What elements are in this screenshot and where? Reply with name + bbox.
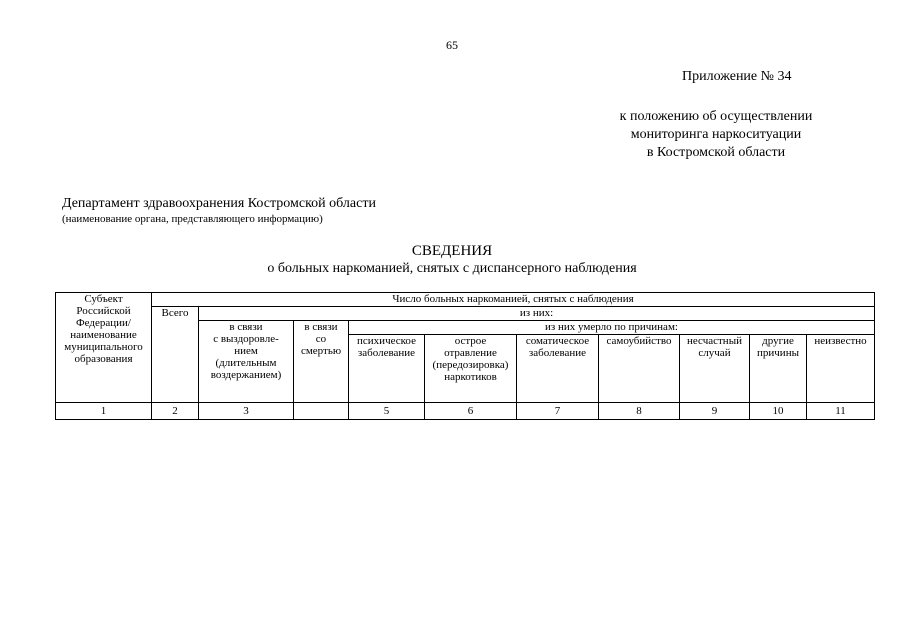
died-causes-header-cell: из них умерло по причинам: [349, 321, 875, 335]
of-them-header-cell: из них: [199, 307, 875, 321]
cause-cell [599, 335, 680, 403]
cause-cell [517, 335, 599, 403]
header-line: заболевание [357, 347, 416, 359]
header-line: причины [757, 347, 799, 359]
organization-name: Департамент здравоохранения Костромской области [62, 196, 376, 211]
appendix-subtitle [596, 108, 836, 162]
header-line: несчастный [687, 335, 742, 347]
column-number-cell: 9 [680, 403, 750, 420]
cause-cell [349, 335, 425, 403]
header-line: с выздоровле- [213, 333, 279, 345]
cause-cell [750, 335, 807, 403]
appendix-title: Приложение № 34 [682, 69, 792, 84]
header-line: (передозировка) [432, 359, 509, 371]
header-line: в связи [304, 321, 338, 333]
header-row-total [56, 307, 875, 321]
header-line: соматическое [525, 335, 590, 347]
header-line: в связи [229, 321, 263, 333]
column-number-cell: 10 [750, 403, 807, 420]
header-line: наркотиков [444, 371, 497, 383]
death-header-cell [294, 321, 349, 403]
header-row-main [56, 293, 875, 307]
header-line: наименование [70, 329, 137, 341]
column-number-cell: 1 [56, 403, 152, 420]
appendix-line: мониторинга наркоситуации [630, 127, 802, 142]
header-line: неизвестно [814, 335, 867, 347]
header-line: смертью [300, 345, 342, 357]
organization-note: (наименование органа, представляющего информацию) [62, 213, 323, 225]
header-line: нием [234, 345, 258, 357]
cause-cell [680, 335, 750, 403]
appendix-line: в Костромской области [646, 145, 786, 160]
column-number-cell: 8 [599, 403, 680, 420]
document-title: СВЕДЕНИЯ [411, 243, 493, 259]
header-line: психическое [357, 335, 416, 347]
header-line: (длительным [215, 357, 277, 369]
cause-cell [425, 335, 517, 403]
subject-header-cell [56, 293, 152, 403]
column-number-cell: 2 [152, 403, 199, 420]
header-line: самоубийство [606, 335, 672, 347]
header-line: муниципального [64, 341, 143, 353]
main-header-cell: Число больных наркоманией, снятых с наблюдения [152, 293, 875, 307]
column-number-row [56, 403, 875, 420]
column-number-cell: 6 [425, 403, 517, 420]
header-line: заболевание [528, 347, 587, 359]
column-number-cell: 5 [349, 403, 425, 420]
header-line: Российской [76, 305, 131, 317]
header-line: острое [454, 335, 487, 347]
document-subtitle: о больных наркоманией, снятых с диспансерного наблюдения [267, 261, 637, 276]
column-number-cell: 3 [199, 403, 294, 420]
report-table [55, 292, 875, 420]
header-line: другие [762, 335, 794, 347]
header-line: со [315, 333, 327, 345]
header-line: случай [698, 347, 731, 359]
header-line: отравление [444, 347, 497, 359]
header-line: образования [74, 353, 133, 365]
column-number-cell: 11 [807, 403, 875, 420]
header-line: Субъект [84, 293, 123, 305]
header-line: Федерации/ [75, 317, 131, 329]
header-line: воздержанием) [210, 369, 282, 381]
column-number-cell [294, 403, 349, 420]
cause-cell [807, 335, 875, 403]
column-number-cell: 7 [517, 403, 599, 420]
total-header-cell: Всего [152, 307, 199, 403]
appendix-line: к положению об осуществлении [619, 109, 813, 124]
page-number: 65 [446, 38, 458, 52]
recovery-header-cell [199, 321, 294, 403]
